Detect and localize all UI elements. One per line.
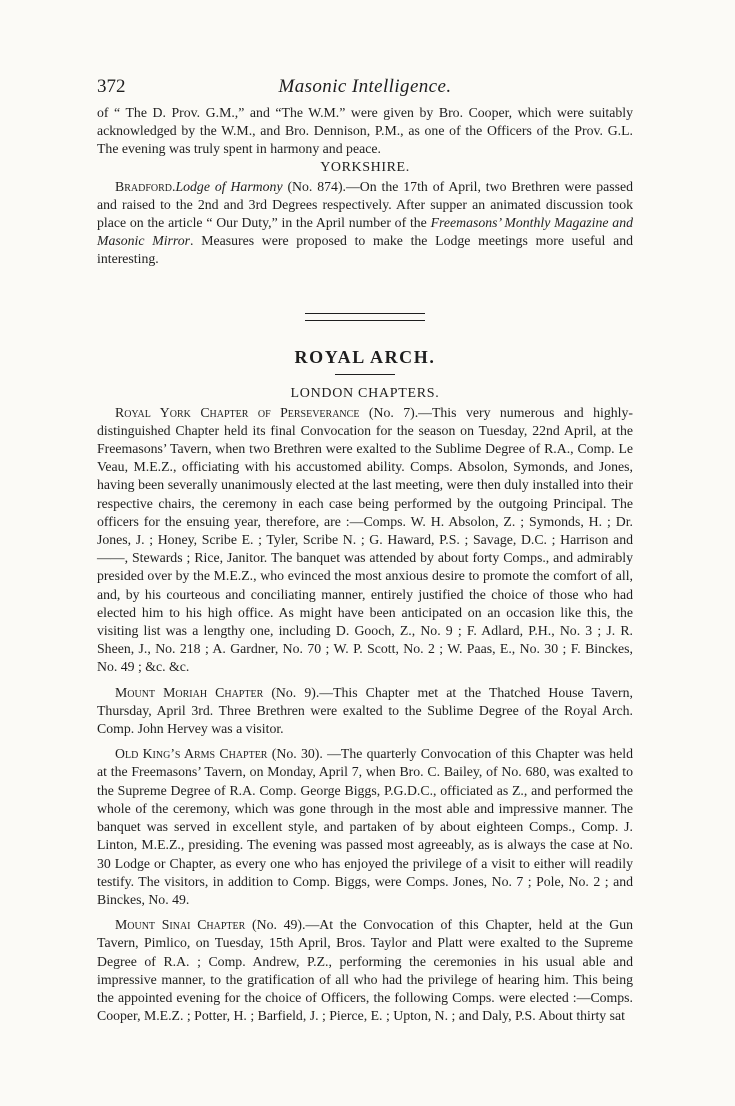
chapter-name: Old King’s Arms Chapter [115, 746, 268, 762]
chapter-paragraph-mount-sinai [97, 916, 633, 1025]
page-number: 372 [97, 76, 126, 97]
bradford-text-1: (No. 874).—On the 17th of April, two Brethren were passed and raised to the 2nd and 3rd Degrees respectively. After supper an animated discussion took place on the article “ Our Duty,” in the April number of the [97, 178, 633, 231]
lodge-name: Lodge of Harmony [175, 178, 283, 194]
bradford-text-2: . Measures were proposed to make the Lodge meetings more useful and interesting. [97, 233, 633, 267]
chapter-text: (No. 9).—This Chapter met at the Thatched House Tavern, Thursday, April 3rd. Three Brethren were exalted to the Sublime Degree of the Royal Arch. Comp. John Hervey was a visitor. [97, 684, 634, 737]
chapter-text: (No. 7).—This very numerous and highly-distinguished Chapter held its final Convocation for the season on Tuesday, 22nd April, at the Freemasons’ Tavern, when two Brethren were exalted to the Sublime Degree of R.A., Comp. Le Veau, M.E.Z., officiating with his accustomed ability. Comps. Absolon, Symonds, and Jones, having been severally unanimously elected at the last meeting, were then duly installed into their respective chairs, the ceremony in each case being performed by the outgoing Principal. The officers for the ensuing year, therefore, are :—Comps. W. H. Absolon, Z. ; Symonds, H. ; Dr. Jones, J. ; Honey, Scribe E. ; Tyler, Scribe N. ; G. Haward, P.S. ; Savage, D.C. ; Harrison and ——, Stewards ; Rice, Janitor. The banquet was attended by about forty Comps., and admirably presided over by the M.E.Z., who evinced the most anxious desire to promote the comfort of all, and, by his courteous and conciliating manner, entirely justified the choice of those who had elected him to his high office. As might have been anticipated on an occasion like this, the visiting list was a lengthy one, including D. Gooch, Z., No. 9 ; F. Adlard, P.H., No. 3 ; J. R. Sheen, J., No. 218 ; A. Gardner, No. 70 ; W. P. Scott, No. 2 ; W. Paas, E., No. 30 ; F. Binckes, No. 49 ; &c. &c. [97, 404, 633, 675]
section-divider [305, 313, 425, 321]
chapter-text: (No. 30). —The quarterly Convocation of this Chapter was held at the Freemasons’ Tavern, on Monday, April 7, when Bro. C. Bailey, of No. 680, was exalted to the Supreme Degree of R.A. Comp. George Biggs, P.G.D.C., officiated as Z., and performed the whole of the ceremony, which was gone through in the most able and impressive manner. The banquet was served in excellent style, and partaken of by about eighteen Comps., Comp. J. Linton, M.E.Z., presiding. The evening was passed most agreeably, as is always the case at No. 30 Lodge or Chapter, as every one who has enjoyed the privilege of a visit to either will readily testify. The visitors, in addition to Comp. Biggs, were Comps. Jones, No. 7 ; Pole, No. 2 ; and Binckes, No. 49. [97, 746, 633, 907]
chapter-name: Mount Sinai Chapter [115, 917, 246, 933]
chapter-paragraph-royal-york [97, 404, 633, 677]
chapter-text: (No. 49).—At the Convocation of this Chapter, held at the Gun Tavern, Pimlico, on Tuesday, 15th April, Bros. Taylor and Platt were exalted to the Supreme Degree of R.A. ; Comp. Andrew, P.Z., performing the ceremonies in his usual able and impressive manner, to the gratification of all who had the privilege of hearing him. This being the appointed evening for the choice of Officers, the following Comps. were elected :—Comps. Cooper, M.E.Z. ; Potter, H. ; Barfield, J. ; Pierce, E. ; Upton, N. ; and Daly, P.S. About thirty sat [97, 917, 634, 1024]
magazine-title: Freemasons’ Monthly Magazine and Masonic Mirror [97, 215, 633, 249]
running-head [97, 76, 633, 104]
title-rule [335, 374, 395, 375]
chapter-name: Royal York Chapter of Perseverance [115, 404, 360, 420]
running-title: Masonic Intelligence. [278, 76, 452, 97]
intro-paragraph: of “ The D. Prov. G.M.,” and “The W.M.” were given by Bro. Cooper, which were suitably acknowledged by the W.M., and Bro. Dennison, P.M., as one of the Officers of the Prov. G.L. The evening was truly spent in harmony and peace. [97, 105, 633, 157]
yorkshire-heading: YORKSHIRE. [320, 159, 410, 175]
chapter-paragraph-old-kings-arms [97, 745, 633, 909]
royal-arch-title: ROYAL ARCH. [294, 346, 436, 367]
bradford-paragraph [97, 178, 633, 269]
bradford-lead: Bradford. [115, 178, 176, 194]
london-chapters-heading: LONDON CHAPTERS. [290, 385, 440, 401]
chapter-paragraph-mount-moriah [97, 684, 633, 739]
chapter-name: Mount Moriah Chapter [115, 684, 264, 700]
